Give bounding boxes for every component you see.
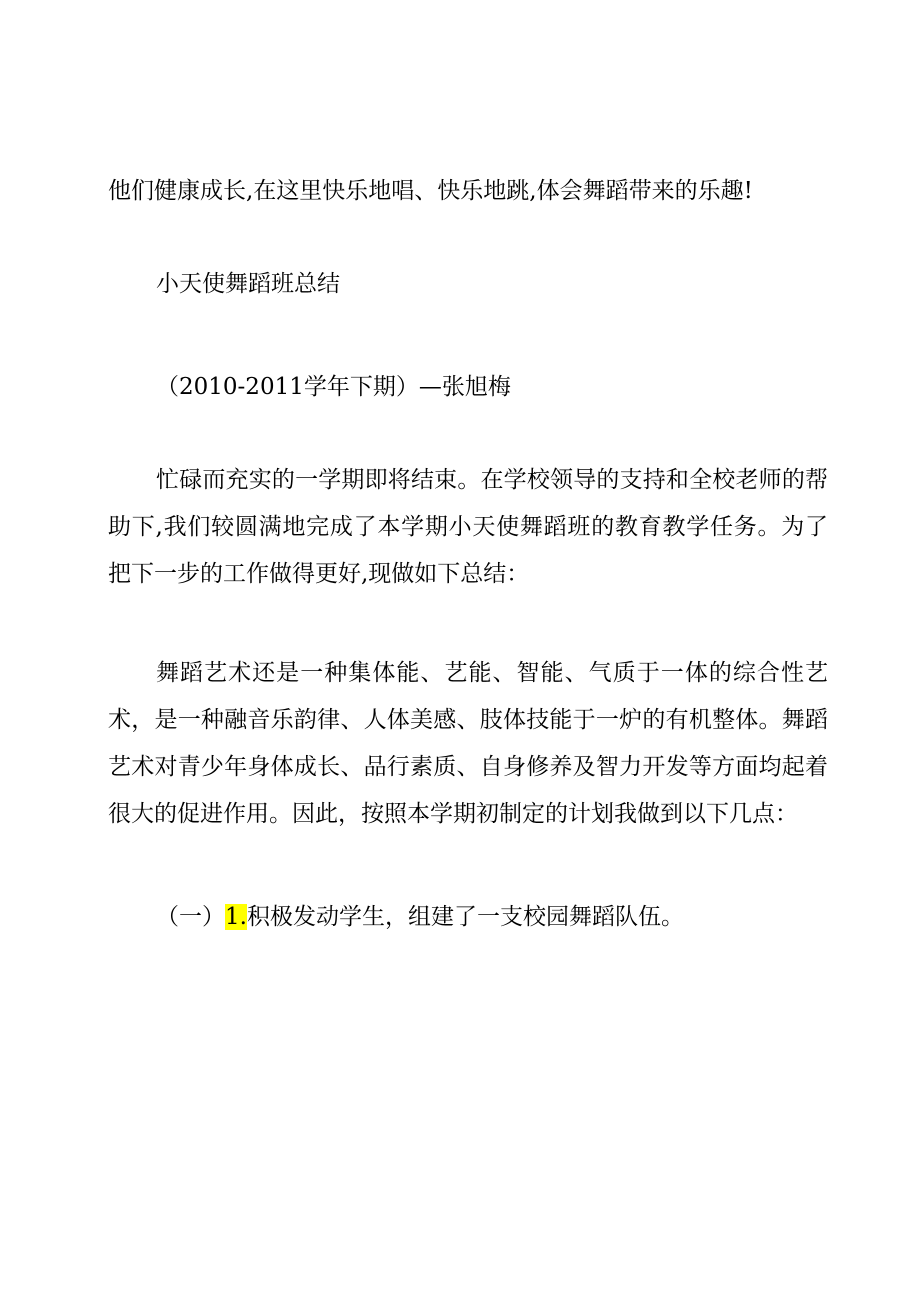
list-item-text: 积极发动学生，组建了一支校园舞蹈队伍。 — [246, 904, 684, 930]
document-title: 小天使舞蹈班总结 — [156, 271, 340, 297]
list-item-1 — [156, 902, 684, 932]
document-subtitle: （2010-2011学年下期）—张旭梅 — [156, 374, 511, 400]
intro-paragraph: 忙碌而充实的一学期即将结束。在学校领导的支持和全校老师的帮助下,我们较圆满地完成了本学期小天使舞蹈班的教育教学任务。为了把下一步的工作做得更好,现做如下总结： — [108, 467, 828, 587]
dance-art-paragraph: 舞蹈艺术还是一种集体能、艺能、智能、气质于一体的综合性艺术，是一种融音乐韵律、人体美感、肢体技能于一炉的有机整体。舞蹈艺术对青少年身体成长、品行素质、自身修养及智力开发等方面均起着很大的促进作用。因此，按照本学期初制定的计划我做到以下几点： — [108, 660, 828, 827]
list-item-prefix: （一） — [156, 904, 225, 930]
continuation-line: 他们健康成长,在这里快乐地唱、快乐地跳,体会舞蹈带来的乐趣! — [108, 178, 753, 204]
list-item-number-highlight: 1. — [225, 904, 247, 930]
